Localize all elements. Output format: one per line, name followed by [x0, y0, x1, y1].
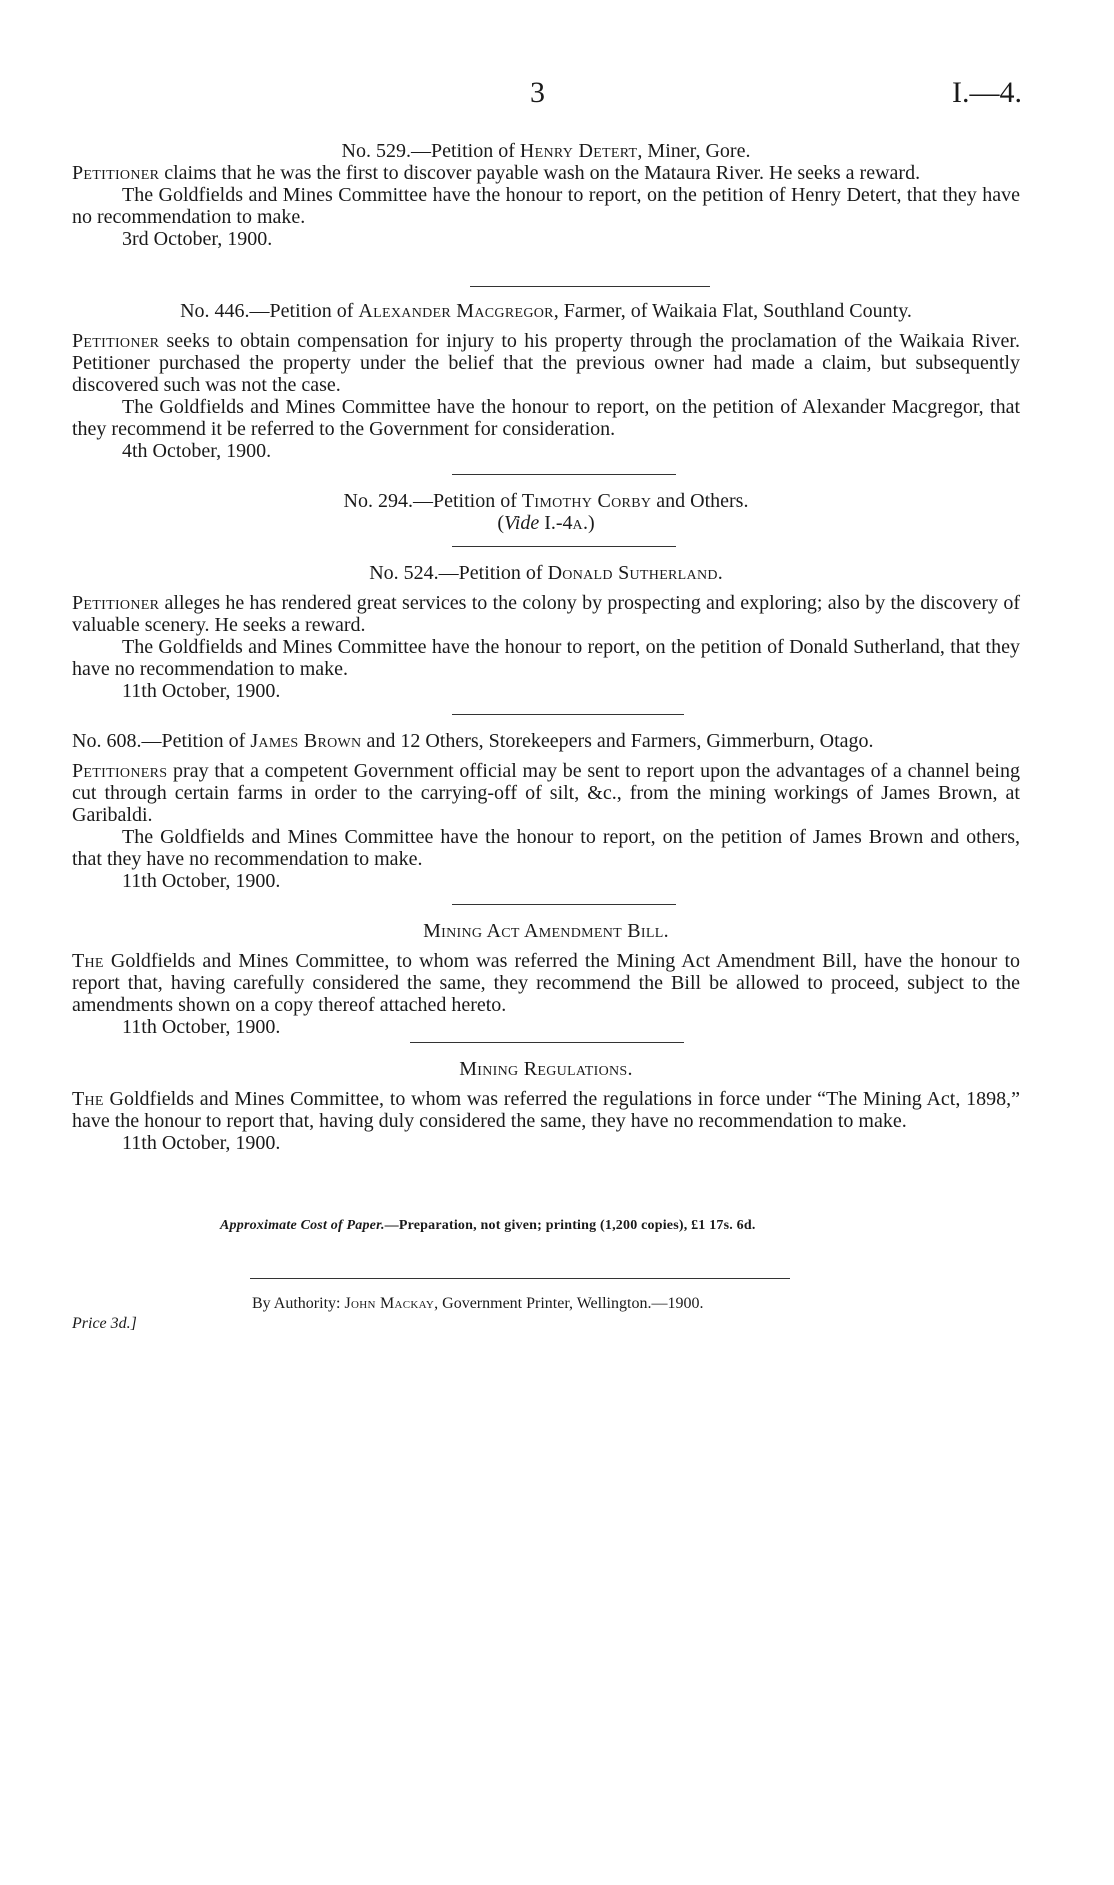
committee-report: The Goldfields and Mines Committee have the honour to report, on the petition of Henry Detert, that they have no recommendation to make. [72, 184, 1020, 228]
committee-report: The Goldfields and Mines Committee have the honour to report, on the petition of James Brown and others, that they have no recommendation to make. [72, 826, 1020, 870]
document-reference: I.—4. [952, 76, 1022, 109]
report-body: The Goldfields and Mines Committee, to whom was referred the regulations in force under “The Mining Act, 1898,” have the honour to report that, having duly considered the same, they have no recommendation to make. [72, 1088, 1020, 1132]
petition-608 [72, 730, 1020, 892]
section-divider [410, 1042, 684, 1043]
price: Price 3d.] [72, 1315, 137, 1332]
committee-report: The Goldfields and Mines Committee have the honour to report, on the petition of Donald Sutherland, that they have no recommendation to make. [72, 636, 1020, 680]
petition-body: Petitioners pray that a competent Government official may be sent to report upon the advantages of a channel being cut through certain farms in order to the carrying-off of silt, &c., from the mining workings of James Brown, at Garibaldi. [72, 760, 1020, 826]
page-number: 3 [530, 76, 545, 109]
report-body: The Goldfields and Mines Committee, to whom was referred the Mining Act Amendment Bill, have the honour to report that, having carefully considered the same, they recommend the Bill be allowed to proceed, subject to the amendments shown on a copy thereof attached hereto. [72, 950, 1020, 1016]
mining-act-amendment-bill [72, 920, 1020, 1038]
petition-294 [72, 490, 1020, 534]
section-divider [452, 546, 676, 547]
petition-body: Petitioner claims that he was the first to discover payable wash on the Mataura River. He seeks a reward. [72, 162, 921, 184]
committee-report: The Goldfields and Mines Committee have the honour to report, on the petition of Alexander Macgregor, that they recommend it be referred to the Government for consideration. [72, 396, 1020, 440]
petition-title: No. 446.—Petition of Alexander Macgregor, Farmer, of Waikaia Flat, Southland County. [180, 300, 912, 322]
vide-reference: (Vide I.-4a.) [497, 512, 595, 534]
section-heading: Mining Act Amendment Bill. [423, 920, 669, 942]
cost-of-paper-note: Approximate Cost of Paper.—Preparation, not given; printing (1,200 copies), £1 17s. 6d. [220, 1218, 756, 1233]
section-divider [452, 904, 676, 905]
petition-body: Petitioner alleges he has rendered great services to the colony by prospecting and exploring; also by the discovery of valuable scenery. He seeks a reward. [72, 592, 1020, 636]
report-date: 11th October, 1900. [122, 870, 281, 892]
mining-regulations [72, 1058, 1020, 1154]
petition-title: No. 524.—Petition of Donald Sutherland. [369, 562, 723, 584]
petition-title: No. 529.—Petition of Henry Detert, Miner, Gore. [341, 140, 751, 162]
petition-529 [72, 140, 1020, 250]
petition-title: No. 608.—Petition of James Brown and 12 Others, Storekeepers and Farmers, Gimmerburn, Otago. [72, 730, 874, 752]
report-date: 3rd October, 1900. [122, 228, 273, 250]
report-date: 11th October, 1900. [122, 680, 281, 702]
section-divider [470, 286, 710, 287]
section-divider [452, 714, 684, 715]
section-divider [452, 474, 676, 475]
report-date: 11th October, 1900. [122, 1016, 281, 1038]
petition-446 [72, 300, 1020, 462]
petition-title: No. 294.—Petition of Timothy Corby and Others. [343, 490, 749, 512]
footer-divider [250, 1278, 790, 1279]
report-date: 11th October, 1900. [122, 1132, 281, 1154]
petition-524 [72, 562, 1020, 702]
petition-body: Petitioner seeks to obtain compensation for injury to his property through the proclamation of the Waikaia River. Petitioner purchased the property under the belief that the previous owner had made a claim, but subsequently discovered such was not the case. [72, 330, 1020, 396]
printer-authority: By Authority: John Mackay, Government Printer, Wellington.—1900. [252, 1295, 704, 1312]
report-date: 4th October, 1900. [122, 440, 272, 462]
section-heading: Mining Regulations. [459, 1058, 633, 1080]
